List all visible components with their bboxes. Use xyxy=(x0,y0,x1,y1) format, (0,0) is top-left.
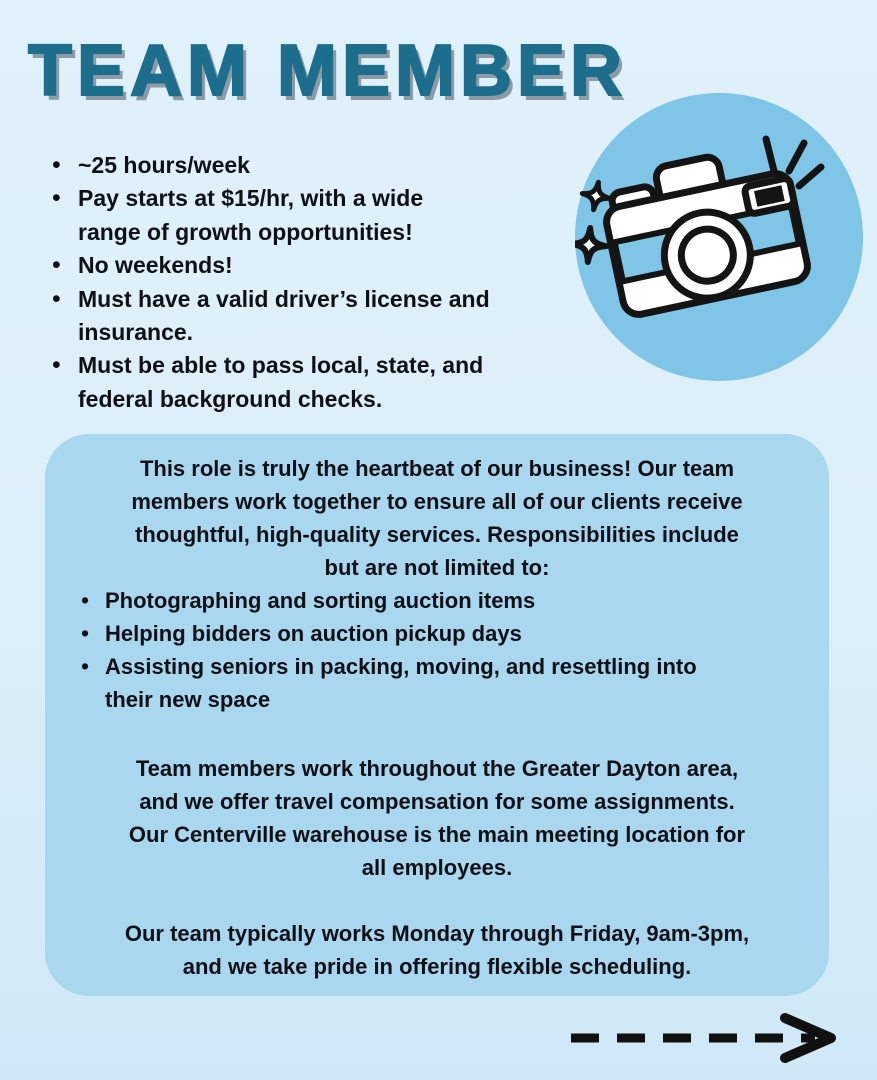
location-paragraph xyxy=(59,752,815,884)
text-line: Our Centerville warehouse is the main meeting location for xyxy=(128,822,746,847)
list-item xyxy=(52,283,572,350)
text-line: but are not limited to: xyxy=(324,555,550,580)
text-line: thoughtful, high-quality services. Responsibilities include xyxy=(135,522,739,547)
text-line: insurance. xyxy=(78,319,194,346)
text-line: and we take pride in offering flexible scheduling. xyxy=(182,954,692,979)
list-item xyxy=(81,617,815,650)
text-line: their new space xyxy=(105,687,271,712)
bullet-dot-icon: • xyxy=(52,351,61,380)
bullet-text xyxy=(78,182,572,249)
dashed-arrow-right-icon xyxy=(565,1012,855,1064)
bullet-text xyxy=(105,617,815,650)
text-line: Team members work throughout the Greater Dayton area, xyxy=(135,756,739,781)
text-line: and we offer travel compensation for some assignments. xyxy=(139,789,735,814)
bullet-text xyxy=(105,650,815,716)
bullet-text xyxy=(78,249,572,282)
info-card xyxy=(45,434,829,996)
text-line: Assisting seniors in packing, moving, and resettling into xyxy=(105,654,697,679)
text-line: Helping bidders on auction pickup days xyxy=(105,621,522,646)
text-line: Our team typically works Monday through Friday, 9am-3pm, xyxy=(124,921,750,946)
text-line: No weekends! xyxy=(78,252,233,279)
text-line: Must have a valid driver’s license and xyxy=(78,285,490,312)
list-item xyxy=(52,249,572,282)
schedule-paragraph xyxy=(59,917,815,983)
list-item xyxy=(81,650,815,716)
bullet-dot-icon: • xyxy=(52,284,61,313)
bullet-dot-icon: • xyxy=(52,184,61,213)
bullet-text xyxy=(78,283,572,350)
job-highlights-list xyxy=(52,149,572,416)
text-line: ~25 hours/week xyxy=(78,152,250,178)
text-line: Must be able to pass local, state, and xyxy=(78,352,484,379)
bullet-dot-icon: • xyxy=(52,251,61,280)
text-line: This role is truly the heartbeat of our business! Our team xyxy=(139,456,735,481)
text-line: Pay starts at $15/hr, with a wide xyxy=(78,185,424,212)
bullet-dot-icon: • xyxy=(81,620,90,646)
bullet-text xyxy=(78,149,572,182)
bullet-dot-icon: • xyxy=(81,587,90,613)
list-item xyxy=(81,584,815,617)
responsibilities-list xyxy=(59,584,815,716)
bullet-text xyxy=(78,349,572,416)
text-line: members work together to ensure all of our clients receive xyxy=(131,489,743,514)
list-item xyxy=(52,349,572,416)
text-line: federal background checks. xyxy=(78,385,383,412)
list-item xyxy=(52,149,572,182)
text-line: Photographing and sorting auction items xyxy=(105,588,536,613)
text-line: all employees. xyxy=(361,855,513,880)
list-item xyxy=(52,182,572,249)
bullet-text xyxy=(105,584,815,617)
page-title: TEAM MEMBER xyxy=(28,31,627,111)
bullet-dot-icon: • xyxy=(52,151,61,179)
bullet-dot-icon: • xyxy=(81,653,90,679)
role-description xyxy=(59,452,815,584)
camera-illustration xyxy=(575,93,863,381)
text-line: range of growth opportunities! xyxy=(78,218,413,245)
